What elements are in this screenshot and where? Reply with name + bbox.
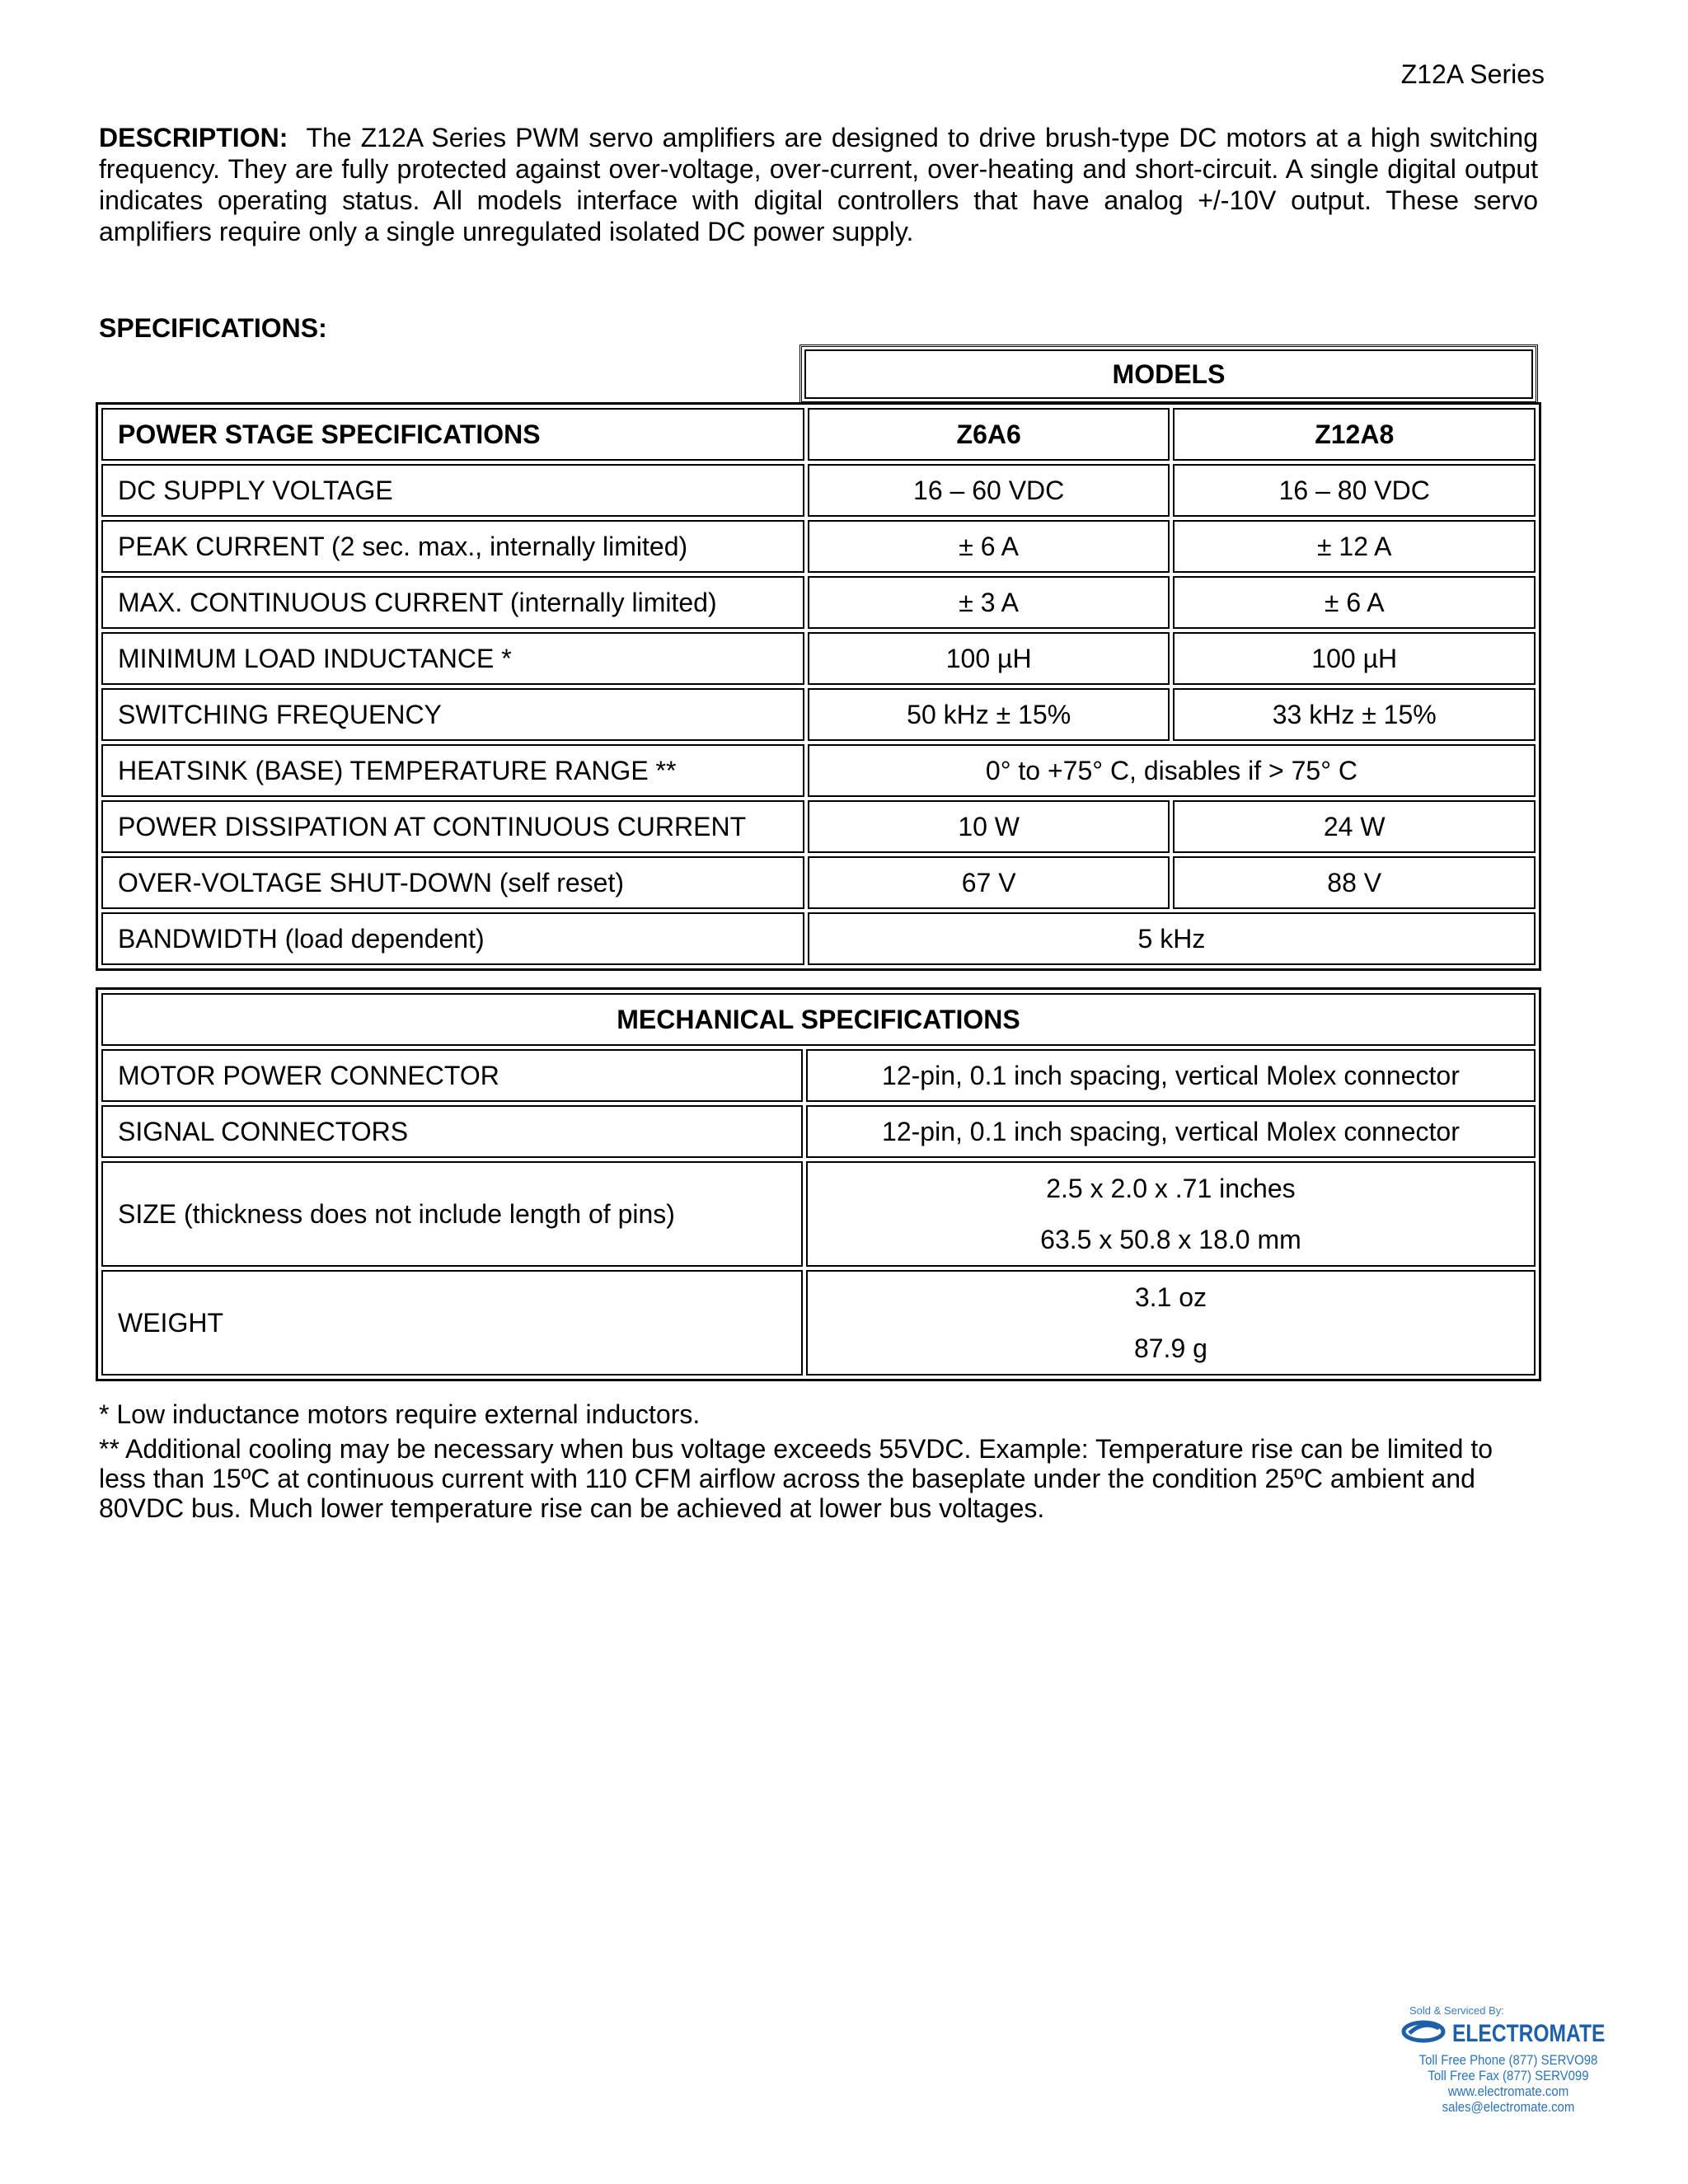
table-row [101,464,1536,517]
power-stage-title: POWER STAGE SPECIFICATIONS [101,408,804,461]
model-z12a8-header: Z12A8 [1173,408,1536,461]
row-value-z12a8: 33 kHz ± 15% [1173,688,1536,741]
electromate-swoosh-icon [1401,2018,1446,2049]
table-row [101,1270,1536,1376]
row-value-z12a8: 24 W [1173,800,1536,853]
email-link[interactable]: sales@electromate.com [1442,2099,1575,2115]
fax-number: Toll Free Fax (877) SERV099 [1428,2068,1589,2083]
row-value [806,1270,1536,1376]
table-row [101,856,1536,909]
row-label: SIZE (thickness does not include length of pins) [101,1161,803,1267]
row-value-z12a8: 16 – 80 VDC [1173,464,1536,517]
phone-number: Toll Free Phone (877) SERVO98 [1418,2052,1598,2068]
row-label: SIGNAL CONNECTORS [101,1105,803,1158]
footnotes [99,1399,1538,1528]
weight-g: 87.9 g [1133,1333,1207,1363]
row-label: OVER-VOLTAGE SHUT-DOWN (self reset) [101,856,804,909]
table-row [101,632,1536,685]
table-row [101,912,1536,965]
table-row [101,1105,1536,1158]
size-inches: 2.5 x 2.0 x .71 inches [1046,1174,1296,1203]
models-header-box [799,344,1538,404]
row-label: DC SUPPLY VOLTAGE [101,464,804,517]
row-label: MINIMUM LOAD INDUCTANCE * [101,632,804,685]
electromate-logo-block [1401,2004,1615,2115]
footnote-1: * Low inductance motors require external inductors. [99,1399,701,1429]
table-row [101,520,1536,573]
description-paragraph [99,122,1538,247]
row-label: POWER DISSIPATION AT CONTINUOUS CURRENT [101,800,804,853]
models-label: MODELS [804,349,1533,399]
table-row [101,744,1536,797]
row-value-z6a6: 100 µH [808,632,1170,685]
sold-serviced-label: Sold & Serviced By: [1409,2004,1504,2017]
size-mm: 63.5 x 50.8 x 18.0 mm [1040,1225,1301,1254]
specifications-heading: SPECIFICATIONS: [99,313,327,343]
contact-info [1414,2052,1603,2115]
model-z6a6-header: Z6A6 [808,408,1170,461]
row-value [806,1161,1536,1267]
row-label: MAX. CONTINUOUS CURRENT (internally limited) [101,576,804,629]
weight-oz: 3.1 oz [1134,1282,1207,1312]
table-header-row [101,408,1536,461]
description-text: The Z12A Series PWM servo amplifiers are designed to drive brush-type DC motors at a high switching frequency. They are fully protected against over-voltage, over-current, over-heating and short-circuit. A single digital output indicates operating status. All models interface with digital controllers that have analog +/-10V output. These servo amplifiers require only a single unregulated isolated DC power supply. [99,123,1539,246]
row-value: 12-pin, 0.1 inch spacing, vertical Molex connector [806,1049,1536,1102]
row-value-merged: 0° to +75° C, disables if > 75° C [808,744,1536,797]
power-stage-table [96,402,1541,971]
table-header-row [101,993,1536,1046]
row-value-merged: 5 kHz [808,912,1536,965]
row-value-z6a6: 10 W [808,800,1170,853]
row-label: WEIGHT [101,1270,803,1376]
brand-row [1401,2018,1615,2049]
table-row [101,800,1536,853]
row-label: BANDWIDTH (load dependent) [101,912,804,965]
row-value-z6a6: ± 3 A [808,576,1170,629]
brand-name: ELECTROMATE [1452,2019,1606,2047]
table-row [101,688,1536,741]
table-row [101,576,1536,629]
row-value-z12a8: 88 V [1173,856,1536,909]
row-value: 12-pin, 0.1 inch spacing, vertical Molex connector [806,1105,1536,1158]
row-value-z12a8: ± 6 A [1173,576,1536,629]
footnote-2: ** Additional cooling may be necessary when bus voltage exceeds 55VDC. Example: Temperature rise can be limited to less than 15ºC at continuous current with 110 CFM airflow across the baseplate under the condition 25ºC ambient and 80VDC bus. Much lower temperature rise can be achieved at lower bus voltages. [99,1434,1493,1523]
row-value-z6a6: 50 kHz ± 15% [808,688,1170,741]
row-value-z6a6: ± 6 A [808,520,1170,573]
row-value-z6a6: 67 V [808,856,1170,909]
row-label: MOTOR POWER CONNECTOR [101,1049,803,1102]
row-label: PEAK CURRENT (2 sec. max., internally limited) [101,520,804,573]
row-value-z12a8: 100 µH [1173,632,1536,685]
table-row [101,1161,1536,1267]
header-series-label: Z12A Series [1400,59,1545,89]
mechanical-title: MECHANICAL SPECIFICATIONS [101,993,1536,1046]
table-row [101,1049,1536,1102]
description-label: DESCRIPTION: [99,123,288,152]
row-value-z12a8: ± 12 A [1173,520,1536,573]
website-link[interactable]: www.electromate.com [1447,2083,1569,2099]
row-value-z6a6: 16 – 60 VDC [808,464,1170,517]
row-label: SWITCHING FREQUENCY [101,688,804,741]
mechanical-specs-table [96,987,1541,1381]
row-label: HEATSINK (BASE) TEMPERATURE RANGE ** [101,744,804,797]
